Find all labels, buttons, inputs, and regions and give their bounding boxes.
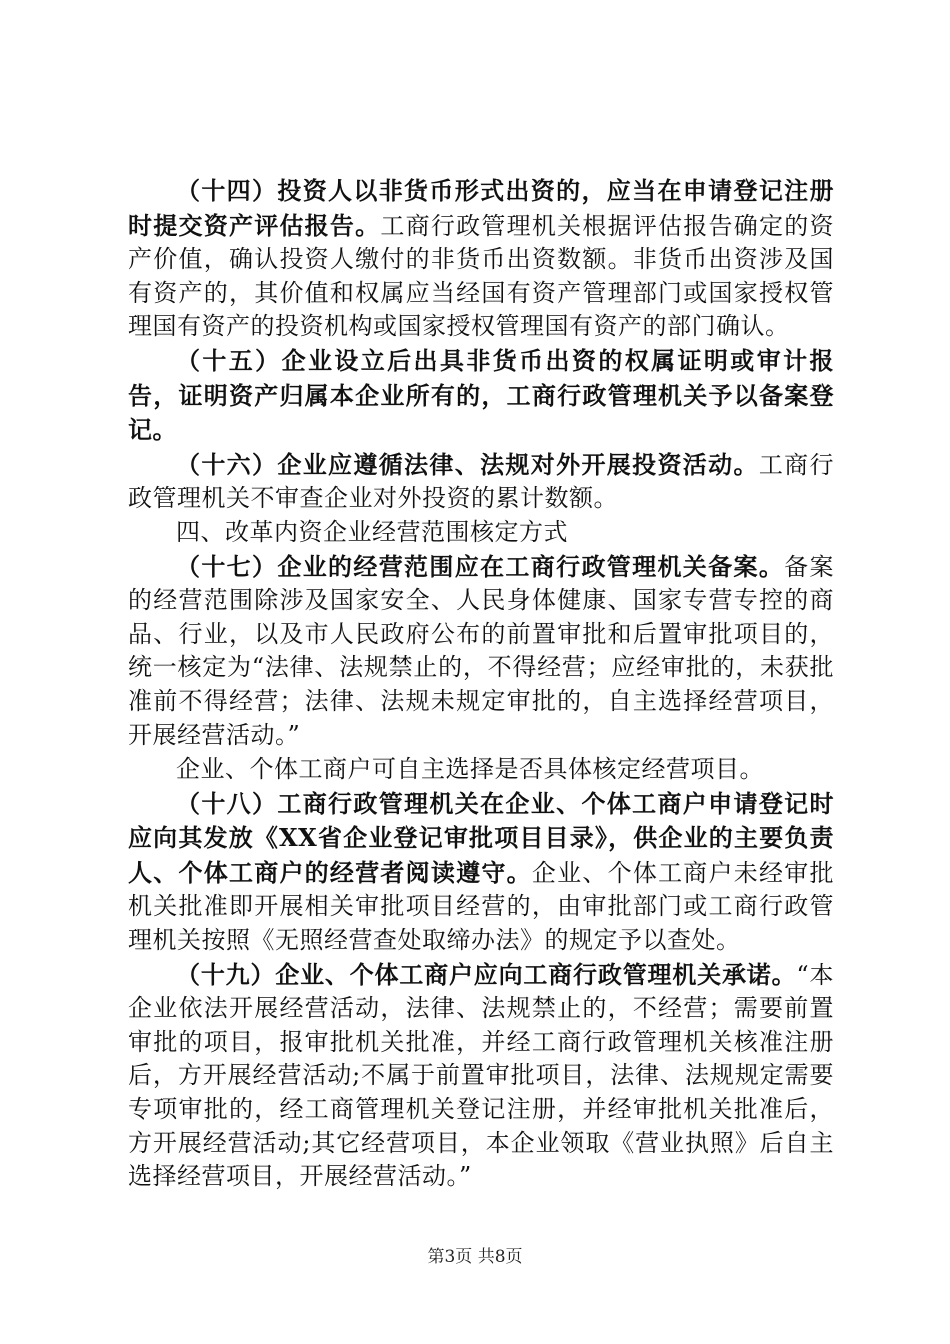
paragraph-lead: （十五）企业设立后出具非货币出资的权属证明或审计报告，证明资产归属本企业所有的，工商行政管理机关予以备案登记。	[128, 345, 834, 445]
paragraph-lead: （十九）企业、个体工商户应向工商行政管理机关承诺。	[176, 959, 797, 989]
paragraph-text: 工商行政管理机关不审查企业对外投资的累计数额。	[128, 450, 835, 513]
paragraph-lead: （十四）投资人以非货币形式出资的，应当在申请登记注册时提交资产评估报告。	[128, 176, 834, 240]
paragraph-text: 企业、个体工商户可自主选择是否具体核定经营项目。	[176, 755, 764, 784]
paragraph-text: “本企业依法开展经营活动，法律、法规禁止的，不经营；需要前置审批的项目，报审批机关批准，并经工商行政管理机关核准注册后，方开展经营活动;不属于前置审批项目，法律、法规规定需要专项审批的，经工商管理机关登记注册，并经审批机关批准后，方开展经营活动;其它经营项目，本企业领取《营业执照》后自主选择经营项目，开展经营活动。”	[128, 960, 834, 1191]
paragraph-14	[128, 174, 834, 344]
page-number-footer: 第3页 共8页	[427, 1247, 523, 1267]
document-body	[128, 174, 834, 1194]
paragraph-text: 工商行政管理机关根据评估报告确定的资产价值，确认投资人缴付的非货币出资数额。非货币出资涉及国有资产的，其价值和权属应当经国有资产管理部门或国家授权管理国有资产的投资机构或国家授权管理国有资产的部门确认。	[128, 211, 835, 341]
paragraph-lead: （十六）企业应遵循法律、法规对外开展投资活动。	[176, 449, 759, 479]
paragraph-19	[128, 958, 834, 1194]
paragraph-text: 企业、个体工商户未经审批机关批准即开展相关审批项目经营的，由审批部门或工商行政管理机关按照《无照经营查处取缔办法》的规定予以查处。	[128, 858, 835, 955]
paragraph-text: 备案的经营范围除涉及国家安全、人民身体健康、国家专营专控的商品、行业，以及市人民政府公布的前置审批和后置审批项目的，统一核定为“法律、法规禁止的，不得经营；应经审批的，未获批准前不得经营；法律、法规未规定审批的，自主选择经营项目，开展经营活动。”	[128, 552, 835, 749]
paragraph-lead: （十七）企业的经营范围应在工商行政管理机关备案。	[176, 551, 785, 581]
paragraph-17	[128, 550, 834, 753]
section-heading: 四、改革内资企业经营范围核定方式	[176, 517, 568, 546]
paragraph-lead: （十八）工商行政管理机关在企业、个体工商户申请登记时应向其发放《XX省企业登记审批项目目录》，供企业的主要负责人、个体工商户的经营者阅读遵守。	[128, 788, 834, 887]
paragraph-16	[128, 448, 834, 516]
paragraph-self-select	[128, 752, 834, 787]
paragraph-15	[128, 344, 834, 448]
paragraph-18	[128, 787, 834, 958]
